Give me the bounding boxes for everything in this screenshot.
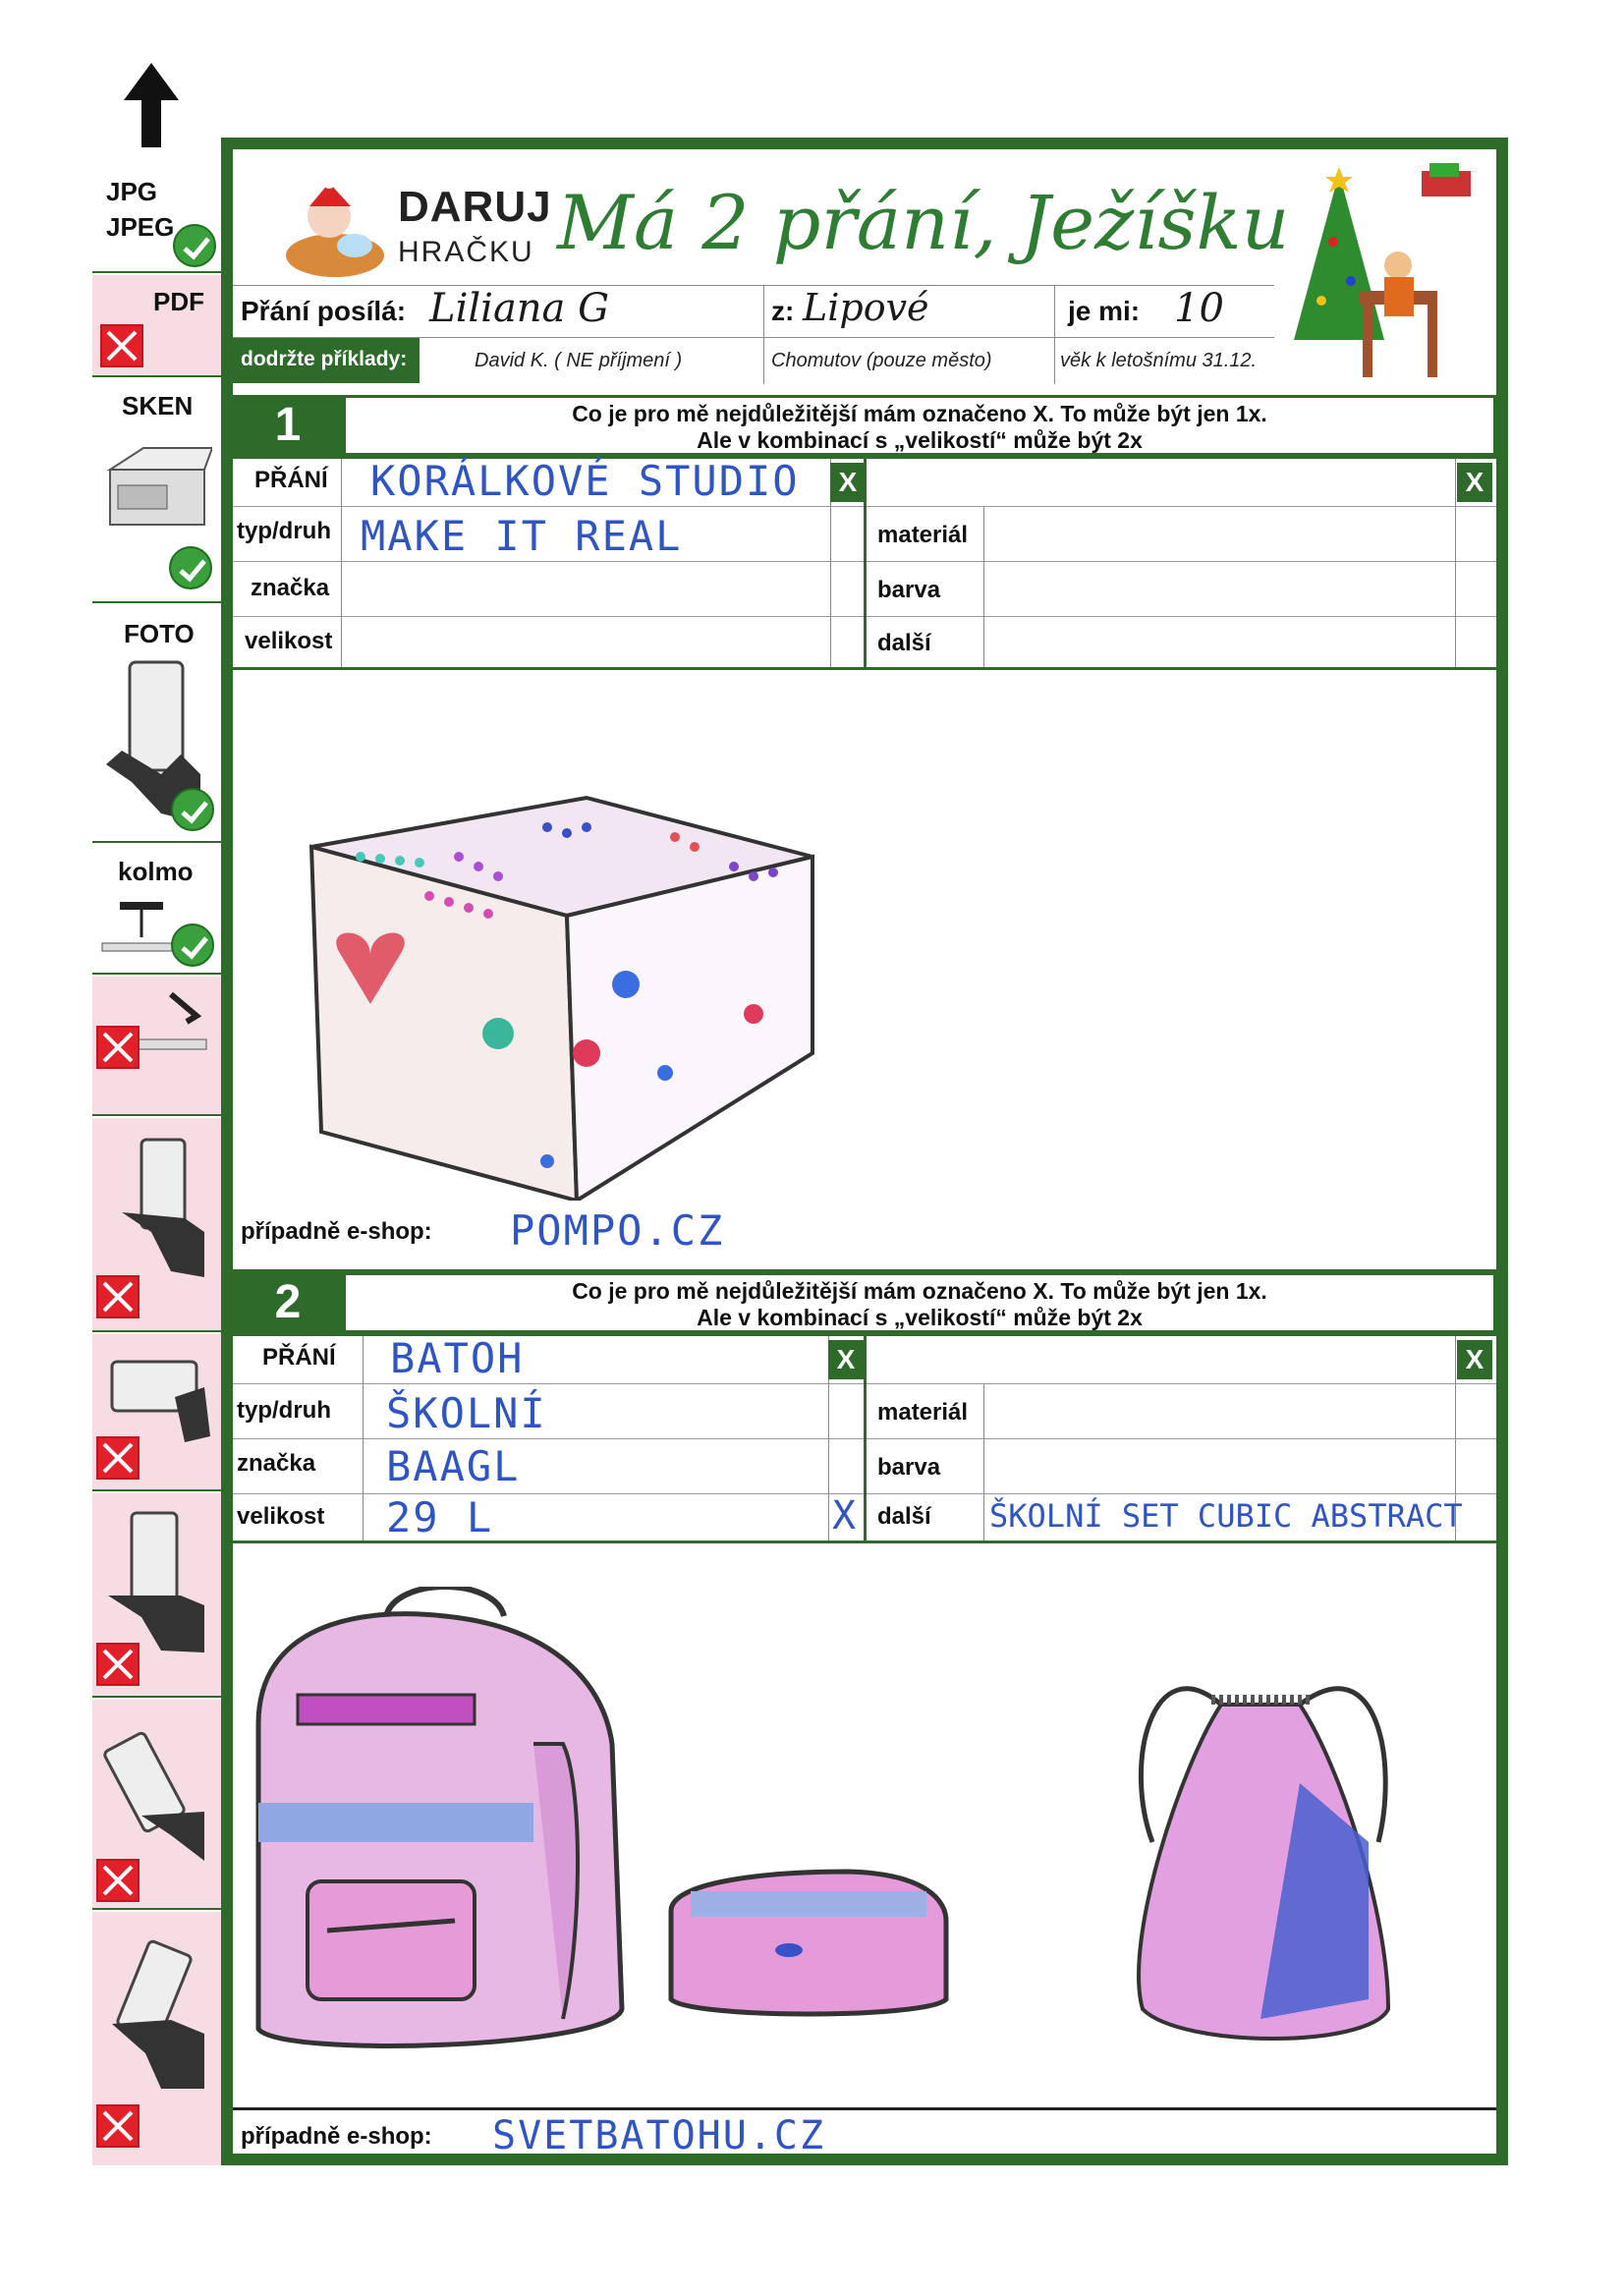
priority-mark-right[interactable]: X bbox=[1457, 463, 1492, 502]
brand-label: značka bbox=[251, 575, 330, 601]
santa-logo-icon bbox=[280, 177, 388, 283]
sidebar-item-photo bbox=[92, 605, 222, 843]
wish-section-1 bbox=[233, 395, 1496, 1269]
other-label: další bbox=[877, 1503, 931, 1530]
wish-label: PŘÁNÍ bbox=[254, 467, 328, 493]
page-title: Má 2 přání, Ježíšku bbox=[557, 179, 1290, 266]
wish-note bbox=[343, 395, 1496, 456]
backpack-set-drawing bbox=[239, 1587, 1486, 2078]
examples-badge: dodržte příklady: bbox=[233, 338, 420, 383]
divider bbox=[233, 2107, 1496, 2110]
size-label: velikost bbox=[245, 628, 333, 654]
wish-note bbox=[343, 1272, 1496, 1333]
phone-tilted-icon bbox=[102, 1717, 210, 1865]
age-value[interactable]: 10 bbox=[1174, 286, 1224, 331]
other-label: další bbox=[877, 630, 931, 656]
wish-label: PŘÁNÍ bbox=[262, 1344, 336, 1371]
priority-mark[interactable]: X bbox=[828, 1340, 864, 1379]
eshop-value[interactable]: SVETBATOHU.CZ bbox=[492, 2113, 826, 2158]
sidebar-item-wrong-5 bbox=[92, 1700, 222, 1910]
sidebar-item-label: SKEN bbox=[122, 391, 194, 420]
wish-note-line1: Co je pro mě nejdůležitější mám označeno X. To může být jen 1x. bbox=[572, 401, 1267, 426]
eshop-label: případně e-shop: bbox=[241, 1218, 432, 1245]
example-city: Chomutov (pouze město) bbox=[771, 350, 992, 371]
phone-hand-icon bbox=[102, 1507, 210, 1654]
phone-tilted-icon bbox=[102, 1926, 210, 2093]
phone-landscape-icon bbox=[106, 1348, 214, 1446]
x-mark-icon bbox=[96, 1436, 140, 1480]
size-label: velikost bbox=[237, 1503, 325, 1530]
example-name: David K. ( NE příjmení ) bbox=[475, 350, 683, 371]
divider bbox=[763, 286, 764, 384]
logo-hracku: HRAČKU bbox=[398, 236, 534, 268]
sidebar-item-perpendicular bbox=[92, 845, 222, 975]
type-value[interactable]: ŠKOLNÍ bbox=[386, 1389, 547, 1437]
wish-form bbox=[221, 138, 1508, 2165]
phone-hand-icon bbox=[102, 1134, 210, 1281]
x-mark-icon bbox=[96, 2104, 140, 2148]
priority-mark-right[interactable]: X bbox=[1457, 1340, 1492, 1379]
arrow-up-icon bbox=[124, 63, 179, 100]
type-value[interactable]: MAKE IT REAL bbox=[361, 512, 683, 560]
brand-value[interactable]: BAAGL bbox=[386, 1442, 521, 1490]
sidebar-item-jpg bbox=[92, 138, 222, 273]
wish-note-line1: Co je pro mě nejdůležitější mám označeno X. To může být jen 1x. bbox=[572, 1278, 1267, 1304]
example-age: věk k letošnímu 31.12. bbox=[1060, 350, 1258, 371]
check-icon bbox=[173, 224, 216, 267]
color-label: barva bbox=[877, 577, 941, 603]
scanner-icon bbox=[104, 434, 212, 542]
sidebar-item-wrong-3 bbox=[92, 1334, 222, 1491]
christmas-tree-icon bbox=[1274, 163, 1481, 389]
sidebar-item-wrong-6 bbox=[92, 1912, 222, 2165]
x-mark-icon bbox=[96, 1275, 140, 1318]
form-header bbox=[233, 149, 1496, 393]
material-label: materiál bbox=[877, 1399, 969, 1426]
brand-label: značka bbox=[237, 1450, 316, 1477]
from-label: z: bbox=[771, 296, 795, 326]
wish-grid bbox=[233, 1333, 1496, 1541]
x-mark-icon bbox=[96, 1026, 140, 1069]
size-value[interactable]: 29 L bbox=[386, 1493, 494, 1541]
format-sidebar bbox=[92, 138, 222, 2165]
x-mark-icon bbox=[96, 1643, 140, 1686]
sidebar-item-label: JPG bbox=[106, 177, 158, 206]
x-mark-icon bbox=[96, 1859, 140, 1902]
check-icon bbox=[171, 924, 214, 967]
wish-note-line2: Ale v kombinací s „velikostí“ může být 2x bbox=[697, 1305, 1143, 1330]
sidebar-item-label: PDF bbox=[153, 287, 204, 316]
sidebar-item-wrong-2 bbox=[92, 1118, 222, 1332]
sender-value[interactable]: Liliana G bbox=[429, 286, 610, 331]
from-value[interactable]: Lipové bbox=[803, 286, 929, 329]
eshop-value[interactable]: POMPO.CZ bbox=[510, 1206, 725, 1255]
sender-row bbox=[233, 285, 1274, 338]
wish-grid bbox=[233, 456, 1496, 668]
wish-note-line2: Ale v kombinací s „velikostí“ může být 2x bbox=[697, 427, 1143, 453]
sidebar-item-wrong-4 bbox=[92, 1493, 222, 1698]
type-label: typ/druh bbox=[237, 518, 331, 544]
logo-daruj: DARUJ bbox=[398, 183, 552, 231]
wish-value[interactable]: KORÁLKOVÉ STUDIO bbox=[370, 457, 800, 505]
divider bbox=[1054, 286, 1055, 384]
sidebar-item-wrong-1 bbox=[92, 977, 222, 1116]
x-mark-icon bbox=[100, 324, 143, 367]
priority-mark[interactable]: X bbox=[830, 463, 866, 502]
wish-value[interactable]: BATOH bbox=[390, 1334, 525, 1382]
bead-studio-drawing bbox=[302, 778, 852, 1201]
color-label: barva bbox=[877, 1454, 941, 1481]
wish-number: 1 bbox=[233, 395, 343, 456]
size-mark[interactable]: X bbox=[832, 1493, 859, 1539]
wish-number: 2 bbox=[233, 1272, 343, 1333]
type-label: typ/druh bbox=[237, 1397, 331, 1424]
other-value[interactable]: ŠKOLNÍ SET CUBIC ABSTRACT bbox=[989, 1497, 1463, 1535]
material-label: materiál bbox=[877, 522, 969, 548]
sender-label: Přání posílá: bbox=[241, 296, 407, 326]
sidebar-item-label: kolmo bbox=[118, 857, 194, 886]
sidebar-item-label2: JPEG bbox=[106, 212, 175, 242]
check-icon bbox=[171, 788, 214, 831]
wish-section-2 bbox=[233, 1269, 1496, 2163]
sidebar-item-label: FOTO bbox=[124, 619, 195, 648]
eshop-label: případně e-shop: bbox=[241, 2123, 432, 2150]
sidebar-item-pdf bbox=[92, 275, 222, 377]
check-icon bbox=[169, 546, 212, 589]
age-label: je mi: bbox=[1068, 296, 1141, 326]
sidebar-item-scan bbox=[92, 379, 222, 603]
